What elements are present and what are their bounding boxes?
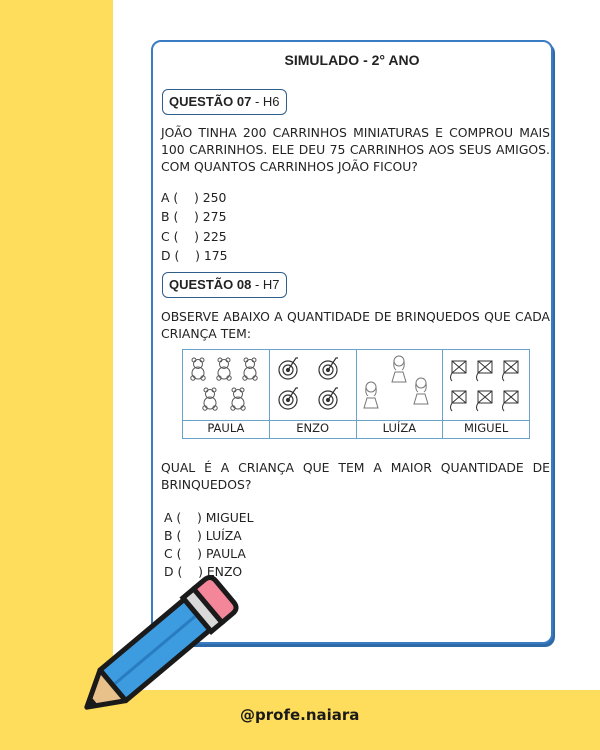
teddy-bear-icon <box>243 358 257 380</box>
yo-yo-icon <box>279 388 298 409</box>
question-08-label: QUESTÃO 08 <box>169 277 252 292</box>
toys-cell-luiza <box>357 350 444 438</box>
kite-icons <box>443 350 529 420</box>
question-07-option-c: C ( ) 225 <box>161 229 227 244</box>
question-08-skill: - H7 <box>251 277 280 292</box>
question-08-option-a: A ( ) MIGUEL <box>164 510 254 525</box>
question-08-text: OBSERVE ABAIXO A QUANTIDADE DE BRINQUEDOS QUE CADA CRIANÇA TEM: <box>161 309 550 341</box>
toys-cell-paula <box>183 350 270 438</box>
kite-icon <box>451 361 467 381</box>
question-08-badge <box>162 272 287 298</box>
worksheet-title: SIMULADO - 2° ANO <box>284 52 420 68</box>
instagram-handle: @profe.naiara <box>240 706 360 724</box>
kite-icon <box>477 361 493 381</box>
question-08-option-d: D ( ) ENZO <box>164 564 243 579</box>
question-08-option-b: B ( ) LUÍZA <box>164 528 242 543</box>
doll-icon <box>414 378 428 404</box>
teddy-bear-icons <box>183 350 269 420</box>
yo-yo-icons <box>270 350 356 420</box>
question-07-skill: - H6 <box>251 94 280 109</box>
child-name-enzo: ENZO <box>296 421 330 435</box>
question-07-badge <box>162 89 287 115</box>
teddy-bear-icon <box>217 358 231 380</box>
teddy-bear-icon <box>191 358 205 380</box>
doll-icon <box>392 356 406 382</box>
kite-icon <box>477 391 493 411</box>
question-08-option-c: C ( ) PAULA <box>164 546 246 561</box>
teddy-bear-icon <box>203 388 217 410</box>
toys-cell-enzo <box>270 350 357 438</box>
toys-cell-miguel <box>443 350 529 438</box>
question-08-prompt: QUAL É A CRIANÇA QUE TEM A MAIOR QUANTIDADE DE BRINQUEDOS? <box>161 460 550 492</box>
yo-yo-icon <box>279 358 298 379</box>
kite-icon <box>503 361 519 381</box>
doll-icons <box>357 350 443 420</box>
child-name-luiza: LUÍZA <box>382 421 417 435</box>
yo-yos-image <box>270 350 356 421</box>
question-07-option-a: A ( ) 250 <box>161 190 227 205</box>
kites-image <box>443 350 529 421</box>
kite-icon <box>503 391 519 411</box>
yo-yo-icon <box>319 388 338 409</box>
yo-yo-icon <box>319 358 338 379</box>
teddy-bears-image <box>183 350 269 421</box>
question-07-text: JOÃO TINHA 200 CARRINHOS MINIATURAS E COMPROU MAIS 100 CARRINHOS. ELE DEU 75 CARRINHOS AOS SEUS AMIGOS. COM QUANTOS CARRINHOS JOÃO FICOU? <box>161 125 550 174</box>
question-07-label: QUESTÃO 07 <box>169 94 252 109</box>
kite-icon <box>451 391 467 411</box>
toys-table <box>182 349 530 439</box>
child-name-miguel: MIGUEL <box>463 421 509 435</box>
dolls-image <box>357 350 443 421</box>
teddy-bear-icon <box>231 388 245 410</box>
question-07-option-d: D ( ) 175 <box>161 248 228 263</box>
child-name-paula: PAULA <box>207 421 245 435</box>
question-07-option-b: B ( ) 275 <box>161 209 227 224</box>
worksheet-card <box>151 40 553 644</box>
pencil-icon <box>60 560 250 740</box>
doll-icon <box>364 382 378 408</box>
